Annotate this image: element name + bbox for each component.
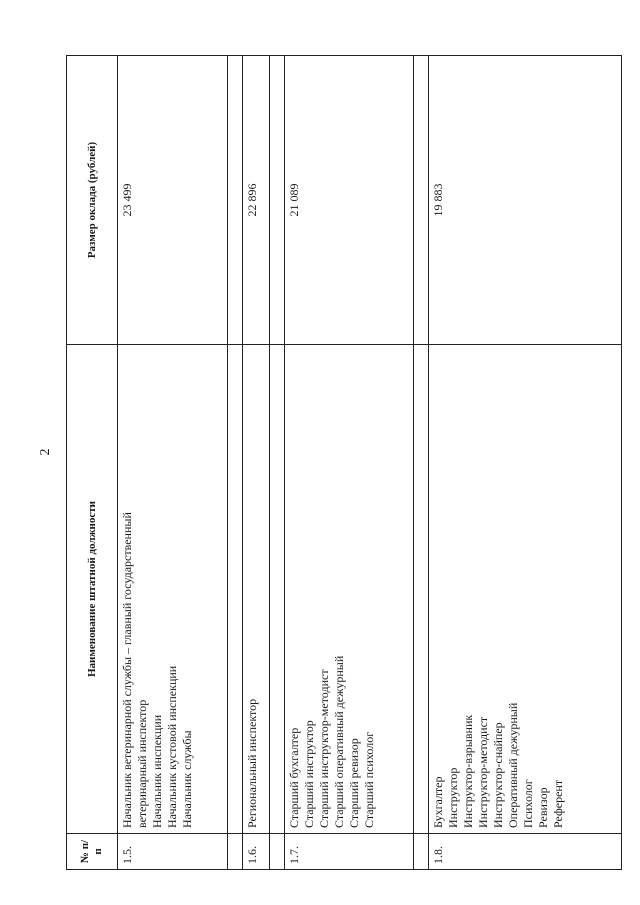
gap-cell xyxy=(413,56,428,345)
position-item: Старший психолог xyxy=(362,731,377,828)
position-item: Оперативный дежурный xyxy=(506,702,521,828)
gap-cell xyxy=(413,345,428,834)
position-item: Старший ревизор xyxy=(347,738,362,828)
position-item: Старший бухгалтер xyxy=(287,727,302,828)
header-number: № п/п xyxy=(67,834,118,870)
header-position: Наименование штатной должности xyxy=(67,345,118,834)
gap-cell xyxy=(269,345,284,834)
position-item: Ревизор xyxy=(536,787,551,828)
position-item: Начальник ветеринарной службы – главный государственный xyxy=(120,512,135,828)
row-number: 1.5. xyxy=(118,834,227,870)
table-gap-row xyxy=(269,56,284,870)
position-list xyxy=(285,345,413,834)
gap-cell xyxy=(413,834,428,870)
table-gap-row xyxy=(227,56,242,870)
position-item: Начальник службы xyxy=(180,730,195,828)
table-header-row xyxy=(67,56,118,870)
row-number: 1.7. xyxy=(285,834,413,870)
salary-value: 22 896 xyxy=(242,56,269,345)
salary-value: 19 883 xyxy=(429,56,622,345)
page-number: 2 xyxy=(38,448,53,456)
position-item: Инструктор-снайпер xyxy=(491,722,506,828)
gap-cell xyxy=(227,834,242,870)
row-number: 1.6. xyxy=(242,834,269,870)
position-item: Инструктор-взрывник xyxy=(461,714,476,828)
position-item: Региональный инспектор xyxy=(244,698,259,828)
table-row xyxy=(118,56,227,870)
table-gap-row xyxy=(413,56,428,870)
position-item: Старший инструктор-методист xyxy=(317,669,332,828)
table-row xyxy=(285,56,413,870)
position-item: ветеринарный инспектор xyxy=(135,699,150,828)
position-item: Начальник инспекции xyxy=(150,714,165,828)
row-number: 1.8. xyxy=(429,834,622,870)
table-row xyxy=(429,56,622,870)
rotated-table-wrapper xyxy=(66,55,622,870)
position-item: Инструктор xyxy=(446,767,461,828)
position-list xyxy=(242,345,269,834)
salary-table xyxy=(66,55,622,870)
gap-cell xyxy=(227,345,242,834)
salary-value: 21 089 xyxy=(285,56,413,345)
header-salary: Размер оклада (рублей) xyxy=(67,56,118,345)
gap-cell xyxy=(227,56,242,345)
gap-cell xyxy=(269,834,284,870)
position-item: Инструктор-методист xyxy=(476,716,491,828)
salary-value: 23 499 xyxy=(118,56,227,345)
position-item: Референт xyxy=(551,779,566,828)
position-item: Старший оперативный дежурный xyxy=(332,655,347,828)
position-list xyxy=(429,345,622,834)
gap-cell xyxy=(269,56,284,345)
position-item: Психолог xyxy=(521,779,536,828)
position-list xyxy=(118,345,227,834)
position-item: Старший инструктор xyxy=(302,720,317,828)
table-row xyxy=(242,56,269,870)
position-item: Бухгалтер xyxy=(431,776,446,828)
position-item: Начальник кустовой инспекции xyxy=(165,665,180,828)
